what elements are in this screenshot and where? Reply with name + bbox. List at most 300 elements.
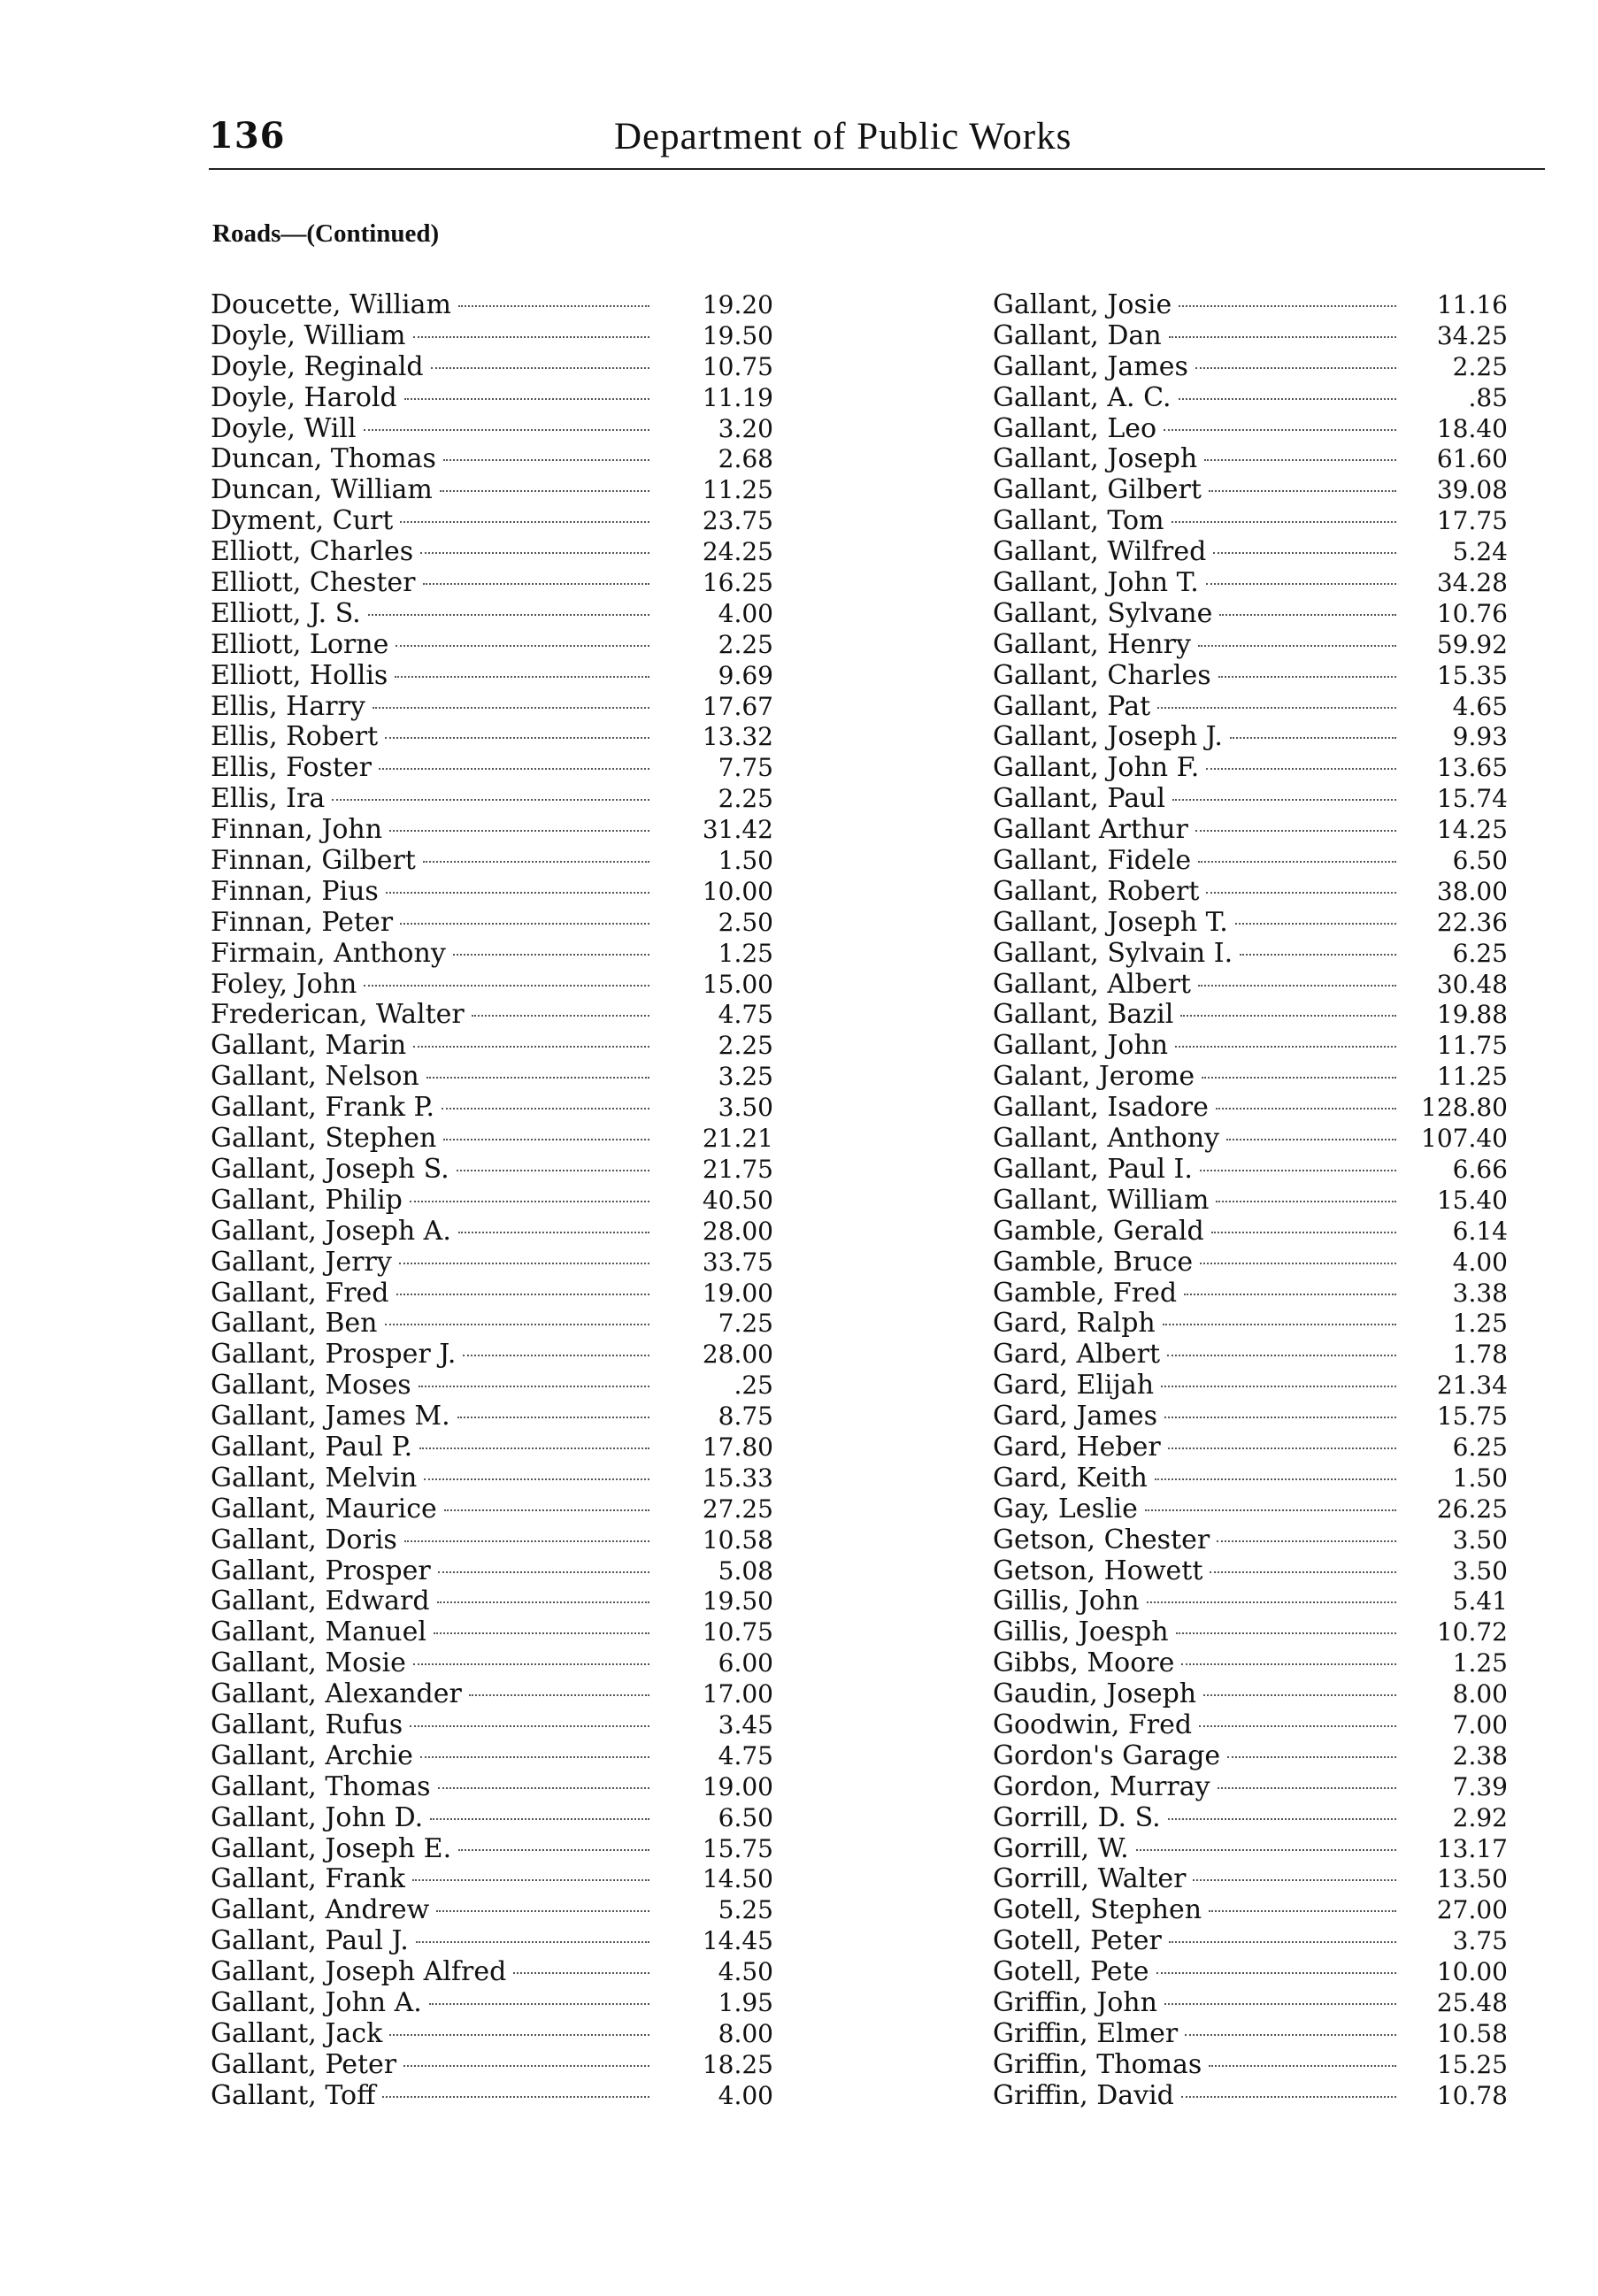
payee-name: Gallant, Fred (211, 1277, 389, 1309)
payment-amount: 13.32 (702, 722, 773, 752)
payment-amount: 17.75 (1436, 506, 1508, 536)
list-item (993, 630, 1508, 661)
payment-amount: 17.67 (702, 691, 773, 721)
payee-name: Gibbs, Moore (993, 1647, 1175, 1679)
dot-leader (424, 1478, 649, 1480)
payment-amount: 2.38 (1452, 1740, 1508, 1770)
list-item (211, 414, 773, 445)
dot-leader (1200, 1170, 1396, 1171)
dot-leader (1164, 1417, 1396, 1418)
list-item (211, 1864, 773, 1895)
dot-leader (1226, 1139, 1396, 1140)
dot-leader (385, 1324, 650, 1325)
list-item (993, 1957, 1508, 1988)
payee-name: Gard, Albert (993, 1339, 1161, 1371)
payee-name: Griffin, Elmer (993, 2017, 1179, 2049)
list-item (993, 815, 1508, 846)
list-item (211, 506, 773, 537)
list-item (993, 1000, 1508, 1031)
dot-leader (457, 1170, 649, 1171)
payment-amount: 39.08 (1436, 475, 1508, 505)
payee-name: Gallant, Jerry (211, 1246, 392, 1278)
payee-name: Gallant, Maurice (211, 1493, 437, 1524)
dot-leader (457, 1417, 649, 1418)
payment-amount: 2.92 (1452, 1802, 1508, 1832)
list-item (211, 352, 773, 383)
list-item (211, 692, 773, 723)
payee-name: Gallant, Marin (211, 1030, 407, 1062)
payment-amount: 10.00 (1436, 1957, 1508, 1987)
dot-leader (458, 305, 649, 307)
dot-leader (1206, 892, 1396, 894)
payment-amount: 19.20 (702, 290, 773, 319)
dot-leader (1213, 552, 1396, 554)
payee-name: Gamble, Bruce (993, 1246, 1194, 1278)
dot-leader (1219, 614, 1396, 616)
payee-name: Gallant, Edward (211, 1586, 430, 1617)
list-item (211, 1062, 773, 1093)
payment-amount: 1.25 (1452, 1648, 1508, 1678)
payment-amount: 24.25 (702, 537, 773, 567)
list-item (993, 877, 1508, 908)
header-rule (209, 168, 1545, 170)
dot-leader (373, 707, 649, 709)
payment-amount: 1.50 (718, 846, 773, 876)
payment-amount: 15.74 (1436, 784, 1508, 814)
payee-name: Gotell, Stephen (993, 1894, 1202, 1926)
payment-amount: 16.25 (702, 568, 773, 598)
payment-amount: 3.45 (718, 1709, 773, 1739)
dot-leader (1164, 2003, 1396, 2005)
dot-leader (438, 1787, 650, 1789)
payee-name: Gallant, Paul P. (211, 1431, 413, 1463)
payment-amount: 15.75 (1436, 1401, 1508, 1432)
payee-name: Gallant, Andrew (211, 1894, 430, 1926)
dot-leader (386, 892, 649, 894)
payment-amount: 21.75 (702, 1154, 773, 1184)
payee-name: Gallant, Joseph Alfred (211, 1956, 507, 1988)
dot-leader (1169, 336, 1396, 338)
payment-amount: 34.25 (1436, 320, 1508, 350)
payment-amount: .85 (1468, 382, 1508, 412)
payment-amount: 18.40 (1436, 413, 1508, 443)
dot-leader (1180, 1015, 1396, 1017)
dot-leader (1217, 1540, 1396, 1542)
payment-amount: 10.58 (702, 1524, 773, 1555)
dot-leader (1210, 1571, 1396, 1573)
payee-name: Gallant, James (993, 350, 1188, 382)
payee-name: Gay, Leslie (993, 1493, 1138, 1524)
payee-name: Finnan, Pius (211, 875, 379, 907)
payment-amount: 14.45 (702, 1926, 773, 1956)
list-item (993, 661, 1508, 692)
payment-amount: 107.40 (1421, 1124, 1508, 1154)
payment-amount: 7.25 (718, 1309, 773, 1339)
payment-amount: 2.25 (718, 784, 773, 814)
list-item (211, 1340, 773, 1371)
payment-amount: 7.75 (718, 753, 773, 783)
payment-amount: 3.50 (1452, 1524, 1508, 1555)
dot-leader (1169, 1941, 1396, 1943)
dot-leader (403, 2065, 649, 2067)
dot-leader (1193, 1879, 1396, 1881)
list-item (211, 290, 773, 321)
list-item (993, 846, 1508, 877)
list-item (993, 1864, 1508, 1895)
left-column-list (211, 290, 773, 2112)
list-item (993, 599, 1508, 630)
payee-name: Gallant, Fidele (993, 845, 1192, 877)
dot-leader (1227, 1756, 1396, 1758)
payee-name: Elliott, Lorne (211, 628, 389, 660)
payee-name: Gard, James (993, 1401, 1157, 1432)
dot-leader (1156, 1972, 1397, 1974)
payee-name: Gallant, John (993, 1030, 1169, 1062)
payment-amount: 2.50 (718, 907, 773, 937)
dot-leader (1195, 830, 1396, 832)
dot-leader (429, 2003, 649, 2005)
dot-leader (1175, 1046, 1396, 1048)
dot-leader (1203, 1694, 1396, 1696)
payment-amount: 13.65 (1436, 753, 1508, 783)
list-item (993, 1494, 1508, 1525)
payment-amount: 3.20 (718, 413, 773, 443)
list-item (211, 1432, 773, 1463)
list-item (211, 1031, 773, 1062)
list-item (993, 1710, 1508, 1741)
payee-name: Doucette, William (211, 289, 451, 320)
list-item (211, 908, 773, 939)
list-item (993, 1648, 1508, 1679)
payee-name: Gallant, Peter (211, 2048, 397, 2080)
dot-leader (1206, 583, 1396, 585)
dot-leader (410, 1725, 649, 1727)
page-title: Department of Public Works (614, 116, 1072, 157)
payment-amount: 13.50 (1436, 1864, 1508, 1894)
dot-leader (419, 1386, 649, 1387)
payment-amount: 1.95 (718, 1987, 773, 2017)
payee-name: Gallant, Joseph J. (993, 721, 1223, 753)
dot-leader (469, 1694, 649, 1696)
list-item (993, 1525, 1508, 1556)
list-item (211, 1617, 773, 1648)
dot-leader (423, 861, 649, 863)
payee-name: Gallant, Stephen (211, 1123, 437, 1155)
payee-name: Getson, Chester (993, 1524, 1210, 1555)
list-item (993, 414, 1508, 445)
payment-amount: 26.25 (1436, 1494, 1508, 1524)
payee-name: Gallant, Charles (993, 659, 1211, 691)
list-item (993, 784, 1508, 815)
payment-amount: 13.17 (1436, 1833, 1508, 1863)
list-item (211, 1834, 773, 1865)
payment-amount: 11.75 (1436, 1031, 1508, 1061)
payment-amount: 18.25 (702, 2049, 773, 2079)
payee-name: Elliott, Charles (211, 536, 414, 568)
dot-leader (1164, 429, 1396, 431)
payment-amount: 10.75 (702, 1617, 773, 1647)
payment-amount: 4.00 (718, 2080, 773, 2110)
payment-amount: 15.40 (1436, 1185, 1508, 1215)
list-item (211, 599, 773, 630)
payee-name: Griffin, Thomas (993, 2048, 1202, 2080)
payment-amount: 2.25 (718, 1031, 773, 1061)
payment-amount: 6.00 (718, 1648, 773, 1678)
payee-name: Gallant, A. C. (993, 381, 1172, 413)
list-item (211, 1309, 773, 1340)
list-item (993, 1556, 1508, 1587)
page-number: 136 (209, 115, 286, 157)
dot-leader (1206, 768, 1396, 770)
list-item (993, 1155, 1508, 1186)
dot-leader (1163, 1324, 1396, 1325)
list-item (993, 1031, 1508, 1062)
payee-name: Elliott, J. S. (211, 597, 361, 629)
dot-leader (1235, 923, 1396, 925)
list-item (993, 1741, 1508, 1772)
payment-amount: 19.00 (702, 1278, 773, 1308)
payment-amount: 15.25 (1436, 2049, 1508, 2079)
list-item (211, 475, 773, 506)
payment-amount: 10.72 (1436, 1617, 1508, 1647)
dot-leader (1199, 1725, 1396, 1727)
payment-amount: 9.69 (718, 660, 773, 690)
list-item (211, 1155, 773, 1186)
dot-leader (1218, 676, 1396, 678)
dot-leader (1172, 521, 1396, 523)
dot-leader (1209, 2065, 1396, 2067)
payee-name: Gallant, John T. (993, 567, 1199, 599)
payee-name: Gallant, William (993, 1184, 1210, 1216)
payment-amount: 1.25 (718, 938, 773, 968)
payment-amount: 61.60 (1436, 444, 1508, 474)
list-item (211, 2019, 773, 2050)
payee-name: Doyle, Reginald (211, 350, 424, 382)
list-item (993, 1679, 1508, 1710)
list-item (993, 1988, 1508, 2019)
list-item (211, 1525, 773, 1556)
list-item (211, 1803, 773, 1834)
list-item (993, 939, 1508, 970)
payee-name: Gallant, Doris (211, 1524, 397, 1555)
payment-amount: 3.50 (1452, 1555, 1508, 1586)
payment-amount: 2.25 (718, 629, 773, 659)
list-item (993, 1463, 1508, 1494)
dot-leader (1181, 2096, 1396, 2098)
payee-name: Gard, Heber (993, 1431, 1161, 1463)
list-item (211, 939, 773, 970)
payment-amount: 3.25 (718, 1062, 773, 1092)
payment-amount: 21.21 (702, 1124, 773, 1154)
payment-amount: 6.25 (1452, 938, 1508, 968)
payment-amount: 34.28 (1436, 568, 1508, 598)
dot-leader (434, 1632, 649, 1634)
payee-name: Gallant, Joseph E. (211, 1832, 452, 1864)
payee-name: Ellis, Ira (211, 783, 326, 815)
list-item (993, 970, 1508, 1001)
list-item (211, 1710, 773, 1741)
payment-amount: 8.00 (1452, 1679, 1508, 1709)
payee-name: Doyle, Harold (211, 381, 397, 413)
right-column-list (993, 290, 1508, 2112)
dot-leader (1185, 2034, 1396, 2036)
dot-leader (1145, 1509, 1396, 1511)
list-item (993, 1586, 1508, 1617)
payment-amount: 22.36 (1436, 907, 1508, 937)
list-item (993, 1248, 1508, 1279)
payee-name: Gard, Elijah (993, 1370, 1155, 1401)
list-item (211, 1556, 773, 1587)
dot-leader (420, 552, 649, 554)
list-item (993, 1617, 1508, 1648)
payee-name: Gallant, Manuel (211, 1616, 426, 1648)
payee-name: Gallant, Josie (993, 289, 1172, 320)
list-item (211, 1248, 773, 1279)
list-item (993, 1124, 1508, 1155)
dot-leader (472, 1015, 649, 1017)
dot-leader (1136, 1849, 1396, 1851)
list-item (211, 1186, 773, 1217)
list-item (211, 784, 773, 815)
payee-name: Griffin, David (993, 2079, 1174, 2111)
payment-amount: 33.75 (702, 1247, 773, 1277)
payment-amount: 4.75 (718, 1000, 773, 1030)
dot-leader (1209, 490, 1396, 492)
payee-name: Dyment, Curt (211, 505, 394, 537)
payment-amount: 30.48 (1436, 969, 1508, 999)
list-item (211, 444, 773, 475)
dot-leader (423, 583, 649, 585)
payee-name: Gard, Ralph (993, 1308, 1156, 1340)
payment-amount: 11.25 (702, 475, 773, 505)
dot-leader (413, 1046, 649, 1048)
payee-name: Gallant, Joseph A. (211, 1215, 451, 1247)
payee-name: Griffin, John (993, 1986, 1157, 2018)
list-item (993, 1834, 1508, 1865)
list-item (211, 1741, 773, 1772)
payment-amount: 6.66 (1452, 1154, 1508, 1184)
payee-name: Gorrill, W. (993, 1832, 1129, 1864)
list-item (993, 2050, 1508, 2081)
payee-name: Gallant, Prosper J. (211, 1339, 457, 1371)
payment-amount: 17.80 (702, 1432, 773, 1462)
dot-leader (410, 1201, 649, 1202)
payee-name: Galant, Jerome (993, 1061, 1195, 1093)
payment-amount: 1.50 (1452, 1463, 1508, 1493)
dot-leader (443, 1139, 649, 1140)
payee-name: Gillis, John (993, 1586, 1140, 1617)
list-item (211, 1401, 773, 1432)
payee-name: Gallant, Sylvane (993, 597, 1213, 629)
dot-leader (1157, 707, 1396, 709)
payment-amount: 10.00 (702, 876, 773, 906)
list-item (211, 815, 773, 846)
list-item (211, 2050, 773, 2081)
dot-leader (389, 2034, 649, 2036)
payee-name: Gallant, Wilfred (993, 536, 1207, 568)
dot-leader (368, 614, 649, 616)
list-item (211, 1957, 773, 1988)
payment-amount: 5.24 (1452, 537, 1508, 567)
payee-name: Elliott, Hollis (211, 659, 388, 691)
payee-name: Duncan, William (211, 474, 433, 506)
dot-leader (332, 799, 649, 801)
payment-amount: 7.00 (1452, 1709, 1508, 1739)
dot-leader (1161, 1386, 1396, 1387)
payment-amount: 17.00 (702, 1679, 773, 1709)
list-item (993, 908, 1508, 939)
dot-leader (413, 336, 649, 338)
payment-amount: .25 (734, 1371, 773, 1401)
list-item (993, 1186, 1508, 1217)
list-item (993, 383, 1508, 414)
payment-amount: 31.42 (702, 815, 773, 845)
dot-leader (426, 1077, 649, 1079)
payee-name: Gard, Keith (993, 1462, 1148, 1494)
dot-leader (1168, 1447, 1396, 1449)
payee-name: Gallant, Dan (993, 319, 1162, 351)
list-item (211, 1494, 773, 1525)
list-item (993, 1093, 1508, 1124)
dot-leader (420, 1756, 649, 1758)
list-item (211, 877, 773, 908)
payment-amount: 10.78 (1436, 2080, 1508, 2110)
payment-amount: 15.33 (702, 1463, 773, 1493)
payment-amount: 27.25 (702, 1494, 773, 1524)
payment-amount: 15.75 (702, 1833, 773, 1863)
payee-name: Gallant, Philip (211, 1184, 403, 1216)
payment-amount: 59.92 (1436, 629, 1508, 659)
payee-name: Getson, Howett (993, 1555, 1203, 1586)
payment-amount: 5.08 (718, 1555, 773, 1586)
payment-amount: 11.19 (702, 382, 773, 412)
dot-leader (1209, 1910, 1396, 1912)
payee-name: Gallant, Joseph (993, 443, 1198, 475)
list-item (211, 1093, 773, 1124)
payment-amount: 38.00 (1436, 876, 1508, 906)
list-item (211, 1895, 773, 1926)
payee-name: Gallant, Paul J. (211, 1925, 409, 1957)
payee-name: Gallant, Archie (211, 1739, 413, 1771)
dot-leader (400, 923, 649, 925)
dot-leader (396, 645, 649, 647)
payee-name: Gallant, Mosie (211, 1647, 406, 1679)
payment-amount: 21.34 (1436, 1371, 1508, 1401)
list-item (211, 2081, 773, 2112)
dot-leader (1172, 799, 1396, 801)
dot-leader (440, 490, 649, 492)
dot-leader (1179, 305, 1396, 307)
payee-name: Gallant, Alexander (211, 1678, 462, 1710)
payee-name: Gallant, Henry (993, 628, 1191, 660)
payee-name: Doyle, Will (211, 412, 357, 444)
payment-amount: 10.76 (1436, 598, 1508, 628)
list-item (993, 568, 1508, 599)
list-item (211, 383, 773, 414)
payee-name: Gamble, Fred (993, 1277, 1178, 1309)
payment-amount: 9.93 (1452, 722, 1508, 752)
dot-leader (1181, 1663, 1396, 1665)
payee-name: Firmain, Anthony (211, 937, 446, 969)
payment-amount: 10.75 (702, 351, 773, 381)
list-item (211, 753, 773, 784)
list-item (993, 692, 1508, 723)
list-item (211, 1371, 773, 1401)
dot-leader (1176, 1632, 1396, 1634)
payee-name: Gorrill, D. S. (993, 1801, 1161, 1833)
payee-name: Gallant, John D. (211, 1801, 424, 1833)
list-item (211, 1772, 773, 1803)
